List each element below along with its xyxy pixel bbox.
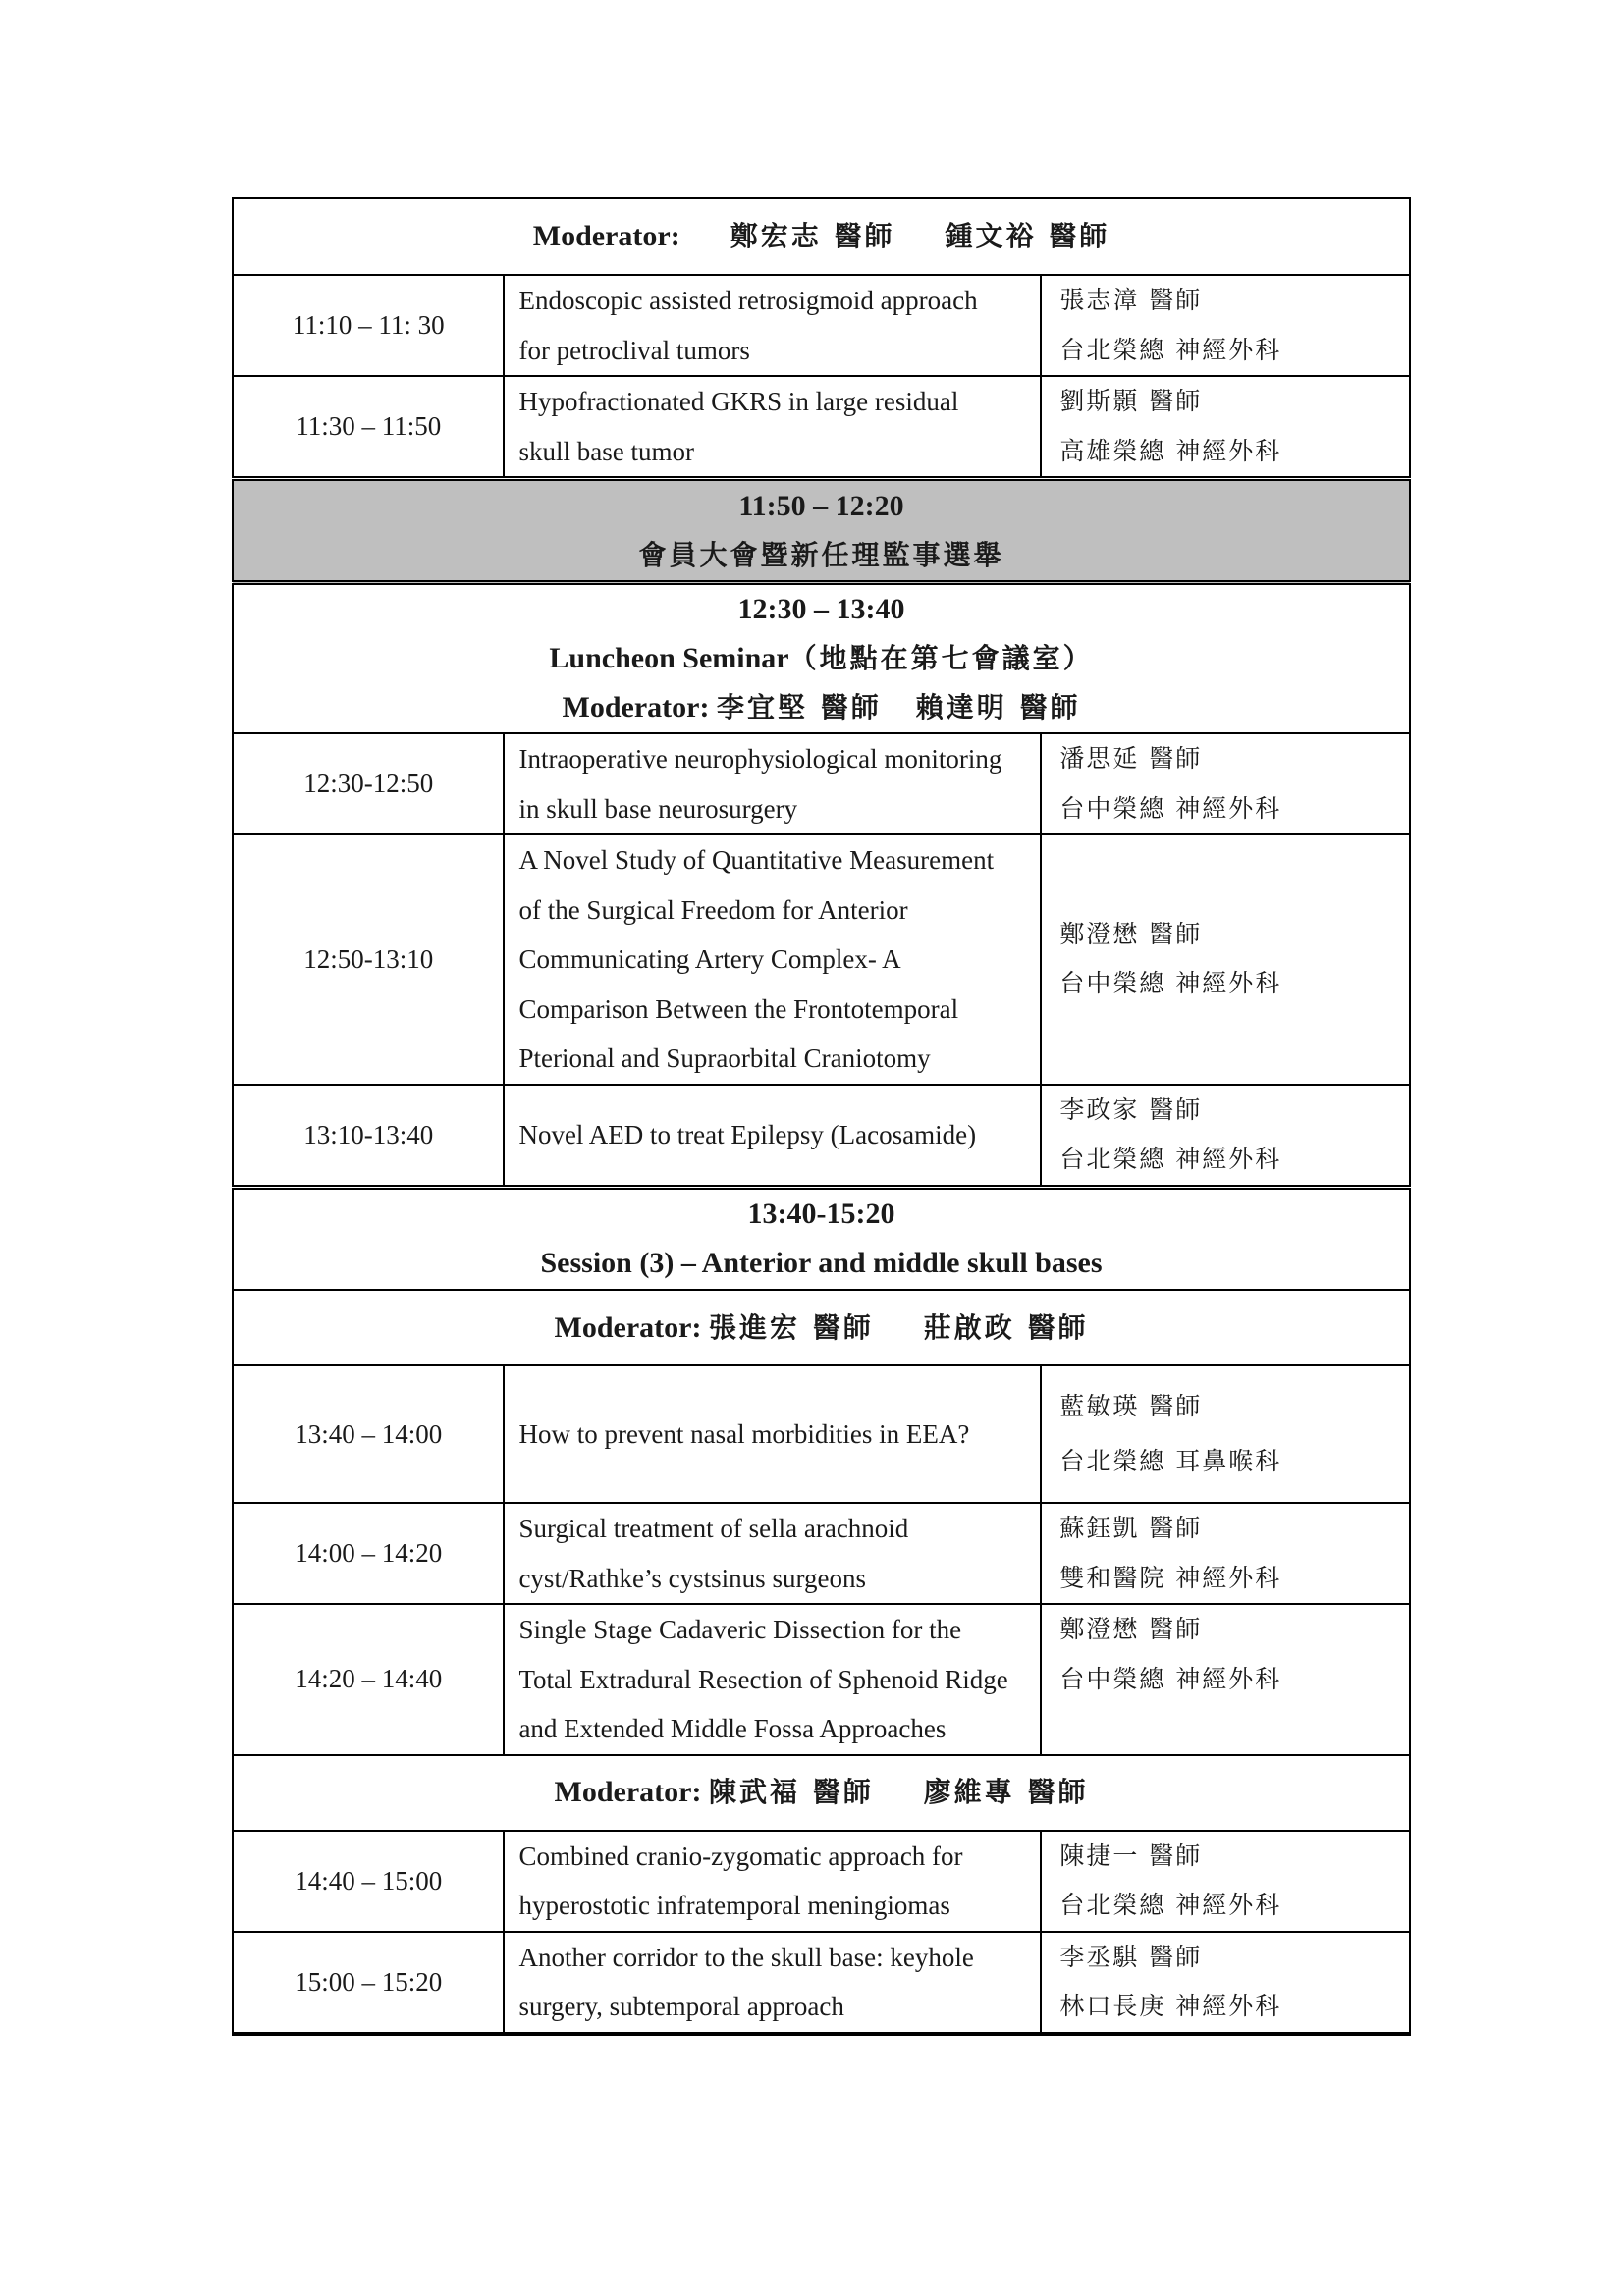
topic-line: and Extended Middle Fossa Approaches [518,1714,947,1743]
table-row [233,376,1410,479]
meeting-row [233,479,1410,583]
moderator-label: Moderator: [532,220,680,252]
moderator-name: 鍾文裕 醫師 [945,220,1110,252]
topic-line: Intraoperative neurophysiological monitoring [518,744,1002,774]
time-cell: 15:00 – 15:20 [233,1932,504,2034]
topic-line: skull base tumor [518,436,694,466]
speaker-affiliation: 台中榮總 神經外科 [1059,969,1282,998]
speaker-affiliation: 雙和醫院 神經外科 [1059,1563,1282,1592]
topic-line: Pterional and Supraorbital Craniotomy [518,1043,931,1073]
table-row [233,834,1410,1085]
speaker-name: 李政家 醫師 [1059,1095,1203,1124]
time-cell: 14:40 – 15:00 [233,1831,504,1932]
topic-cell [504,1831,1041,1932]
meeting-title: 會員大會暨新任理監事選舉 [638,538,1004,571]
speaker-cell [1041,376,1410,479]
speaker-cell [1041,733,1410,834]
moderator-cell [233,1290,1410,1365]
time-cell: 12:50-13:10 [233,834,504,1085]
speaker-name: 潘思延 醫師 [1059,744,1203,773]
topic-line: Total Extradural Resection of Sphenoid Ridge [518,1664,1008,1694]
topic-line: hyperostotic infratemporal meningiomas [518,1891,950,1920]
speaker-cell [1041,1365,1410,1503]
moderator-row [233,1290,1410,1365]
speaker-cell [1041,834,1410,1085]
speaker-affiliation: 台中榮總 神經外科 [1059,1664,1282,1693]
topic-line: of the Surgical Freedom for Anterior [518,894,908,925]
meeting-cell [233,479,1410,583]
luncheon-title [234,634,1409,683]
luncheon-title-en: Luncheon Seminar [549,642,789,674]
topic-line: How to prevent nasal morbidities in EEA? [518,1418,970,1449]
table-row [233,1085,1410,1188]
speaker-cell [1041,275,1410,376]
session-cell [233,1187,1410,1290]
topic-line: A Novel Study of Quantitative Measurement [518,845,995,875]
speaker-cell [1041,1085,1410,1188]
table-row [233,1503,1410,1604]
moderator-cell [233,198,1410,275]
time-cell: 14:20 – 14:40 [233,1604,504,1755]
moderator-name: 陳武福 醫師 [708,1776,874,1808]
topic-cell [504,1932,1041,2034]
table-row [233,1604,1410,1755]
schedule-table [232,197,1411,2036]
time-cell: 11:10 – 11: 30 [233,275,504,376]
table-row [233,1365,1410,1503]
time-cell: 13:40 – 14:00 [233,1365,504,1503]
time-cell: 11:30 – 11:50 [233,376,504,479]
topic-line: Surgical treatment of sella arachnoid [518,1514,909,1543]
topic-line: Endoscopic assisted retrosigmoid approach [518,286,978,315]
topic-cell [504,376,1041,479]
speaker-affiliation: 台中榮總 神經外科 [1059,793,1282,823]
topic-cell [504,1604,1041,1755]
topic-cell [504,1503,1041,1604]
moderator-name: 張進宏 醫師 [708,1310,874,1344]
time-cell: 14:00 – 14:20 [233,1503,504,1604]
speaker-name: 張志漳 醫師 [1059,286,1203,314]
time-cell: 13:10-13:40 [233,1085,504,1188]
moderator-name: 莊啟政 醫師 [923,1310,1089,1344]
luncheon-time: 12:30 – 13:40 [737,593,905,625]
speaker-name: 劉斯顥 醫師 [1059,387,1203,415]
topic-line: Single Stage Cadaveric Dissection for the [518,1615,962,1644]
moderator-label: Moderator: [554,1776,702,1808]
speaker-cell [1041,1831,1410,1932]
speaker-name: 李丞騏 醫師 [1059,1942,1203,1971]
moderator-label: Moderator: [554,1310,702,1344]
session-time: 13:40-15:20 [747,1198,895,1231]
speaker-affiliation: 台北榮總 神經外科 [1059,1145,1282,1173]
topic-line: Communicating Artery Complex- A [518,944,901,974]
topic-line: Comparison Between the Frontotemporal [518,993,959,1024]
speaker-affiliation: 林口長庚 神經外科 [1059,1992,1282,2020]
topic-line: surgery, subtemporal approach [518,1992,844,2021]
speaker-cell [1041,1604,1410,1755]
table-row [233,1932,1410,2034]
topic-line: in skull base neurosurgery [518,793,798,824]
speaker-name: 鄭澄懋 醫師 [1059,1615,1203,1643]
topic-line: Combined cranio-zygomatic approach for [518,1841,963,1871]
topic-cell [504,733,1041,834]
topic-cell [504,834,1041,1085]
speaker-cell [1041,1932,1410,2034]
moderator-row [233,1755,1410,1831]
moderator-name: 李宜堅 醫師 [716,691,882,723]
table-row [233,275,1410,376]
meeting-time: 11:50 – 12:20 [738,489,904,522]
speaker-name: 鄭澄懋 醫師 [1059,919,1203,948]
moderator-name: 鄭宏志 醫師 [730,220,895,252]
speaker-name: 陳捷一 醫師 [1059,1841,1203,1870]
speaker-affiliation: 台北榮總 耳鼻喉科 [1059,1447,1282,1475]
moderator-cell [233,1755,1410,1831]
topic-line: Another corridor to the skull base: keyhole [518,1942,974,1972]
moderator-name: 廖維專 醫師 [923,1776,1089,1808]
luncheon-cell [233,583,1410,734]
moderator-label: Moderator: [562,691,710,723]
speaker-affiliation: 台北榮總 神經外科 [1059,1891,1282,1919]
topic-line: Hypofractionated GKRS in large residual [518,387,959,416]
moderator-row [233,198,1410,275]
topic-cell [504,1085,1041,1188]
moderator-name: 賴達明 醫師 [915,691,1081,723]
luncheon-location: （地點在第七會議室） [788,642,1094,674]
speaker-name: 蘇鈺凱 醫師 [1059,1514,1203,1542]
time-cell: 12:30-12:50 [233,733,504,834]
topic-line: for petroclival tumors [518,335,750,365]
topic-cell [504,1365,1041,1503]
luncheon-moderators [234,683,1409,732]
table-row [233,733,1410,834]
speaker-affiliation: 高雄榮總 神經外科 [1059,436,1282,465]
speaker-affiliation: 台北榮總 神經外科 [1059,335,1282,364]
topic-line: cyst/Rathke’s cystsinus surgeons [518,1563,866,1593]
speaker-cell [1041,1503,1410,1604]
topic-line: Novel AED to treat Epilepsy (Lacosamide) [518,1119,977,1149]
session-title: Session (3) – Anterior and middle skull bases [540,1247,1103,1280]
session-row [233,1187,1410,1290]
table-row [233,1831,1410,1932]
luncheon-row [233,583,1410,734]
topic-cell [504,275,1041,376]
speaker-name: 藍敏瑛 醫師 [1059,1392,1203,1420]
